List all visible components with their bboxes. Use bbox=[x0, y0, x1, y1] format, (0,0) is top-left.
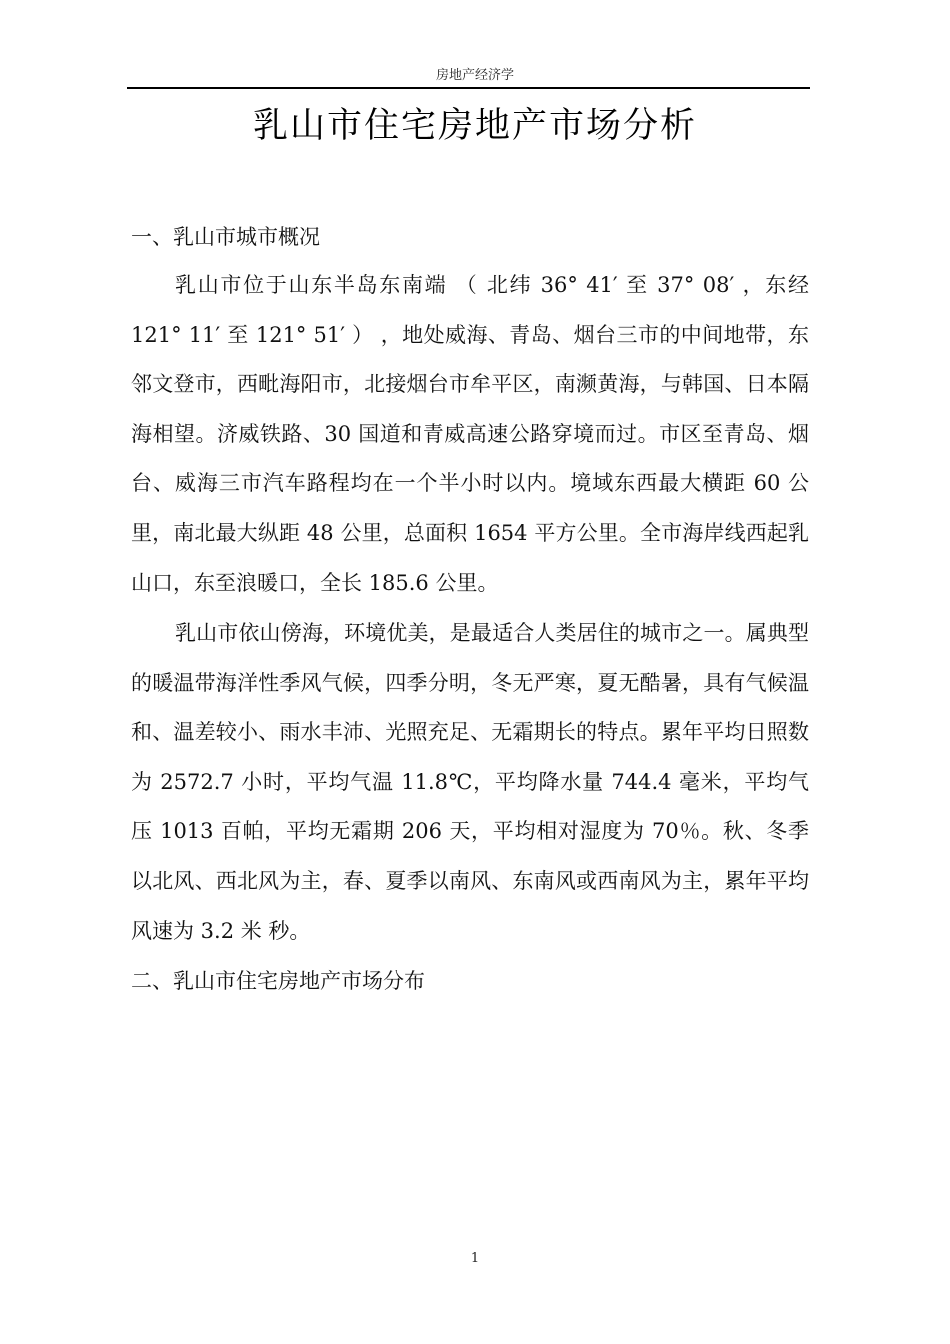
header-rule bbox=[127, 87, 810, 89]
page-number: 1 bbox=[470, 1251, 480, 1266]
section-heading-2: 二、乳山市住宅房地产市场分布 bbox=[131, 969, 425, 993]
section-heading-1: 一、乳山市城市概况 bbox=[131, 225, 320, 249]
paragraph-climate: 乳山市依山傍海，环境优美，是最适合人类居住的城市之一。属典型的暖温带海洋性季风气候，四季分明，冬无严寒，夏无酷暑，具有气候温和、温差较小、雨水丰沛、光照充足、无霜期长的特点。累年平均日照数为 2572.7 小时，平均气温 11.8℃，平均降水量 744.4 毫米，平均气压 1013 百帕，平均无霜期 206 天，平均相对湿度为 70％。秋、冬季以北风、西北风为主，春、夏季以南风、东南风或西南风为主，累年平均风速为 3.2 米 秒。 bbox=[131, 621, 809, 943]
paragraph-location: 乳山市位于山东半岛东南端 （ 北纬 36° 41′ 至 37° 08′ ，东经 121° 11′ 至 121° 51′ ） ，地处威海、青岛、烟台三市的中间地带，东邻文登市，西毗海阳市，北接烟台市牟平区，南濒黄海，与韩国、日本隔海相望。济威铁路、30 国道和青威高速公路穿境而过。市区至青岛、烟台、威海三市汽车路程均在一个半小时以内。境域东西最大横距 60 公里，南北最大纵距 48 公里，总面积 1654 平方公里。全市海岸线西起乳山口，东至浪暖口，全长 185.6 公里。 bbox=[131, 273, 809, 595]
document-title: 乳山市住宅房地产市场分析 bbox=[252, 106, 697, 146]
running-header: 房地产经济学 bbox=[435, 68, 514, 83]
